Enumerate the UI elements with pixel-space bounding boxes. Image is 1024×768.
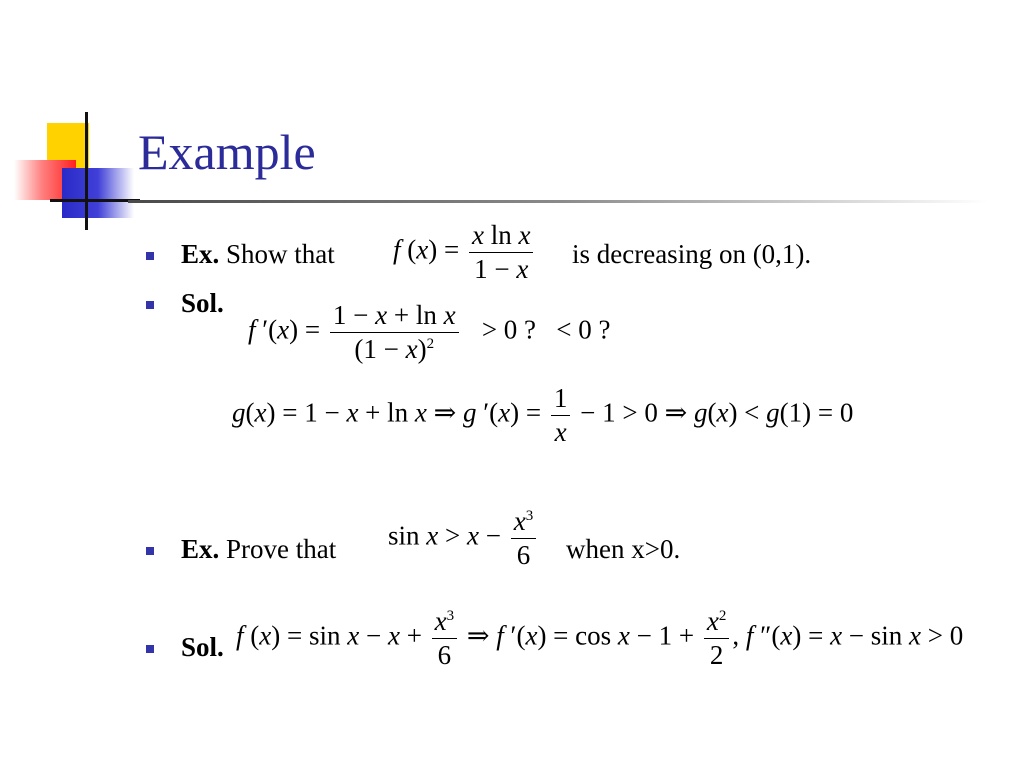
solution1-label-text: Sol. (181, 288, 224, 318)
logo-blue-square (62, 168, 134, 218)
solution1-label (181, 290, 224, 317)
example1-line (181, 241, 335, 268)
solution2-label-text: Sol. (181, 632, 224, 662)
formula-solution2: f (x) = sin x − x + $\frac{x^3}{6}$ ⇒ f ′(x) = cos x − 1 + $\frac{x^2}{2}$ , f ″(x) = x − sin x > 0 (236, 606, 964, 670)
bullet-marker (146, 252, 154, 260)
bullet-marker (146, 301, 154, 309)
formula-sin-inequality: sin x > x − $\frac{x^3}{6}$ (388, 508, 539, 569)
bullet-marker (146, 547, 154, 555)
logo-vertical-line (85, 112, 88, 230)
example1-label: Ex. (181, 239, 220, 269)
logo-horizontal-line (50, 199, 140, 202)
title-underline (128, 200, 988, 203)
formula-f-derivative: f ′(x) = $\frac{\text{1 − x + ln x}}{(1 - x)^2}$ > 0 ? < 0 ? (248, 300, 611, 364)
slide-title: Example (138, 124, 316, 180)
bullet-marker (146, 645, 154, 653)
example2-line (181, 536, 336, 563)
formula-g-function: g(x) = 1 − x + ln x ⇒ g ′(x) = $\frac{1}{x}$ − 1 > 0 ⇒ g(x) < g(1) = 0 (232, 383, 854, 447)
example2-label: Ex. (181, 534, 220, 564)
example2-text-after: when x>0. (566, 534, 681, 564)
example2-text-before: Prove that (226, 534, 337, 564)
solution2-label (181, 634, 224, 661)
example1-text-after: is decreasing on (0,1). (572, 239, 812, 269)
formula-f-definition: f (x) = $\frac{\text{x ln x}}{1 - x}$ (393, 222, 536, 283)
example1-text-before: Show that (226, 239, 335, 269)
